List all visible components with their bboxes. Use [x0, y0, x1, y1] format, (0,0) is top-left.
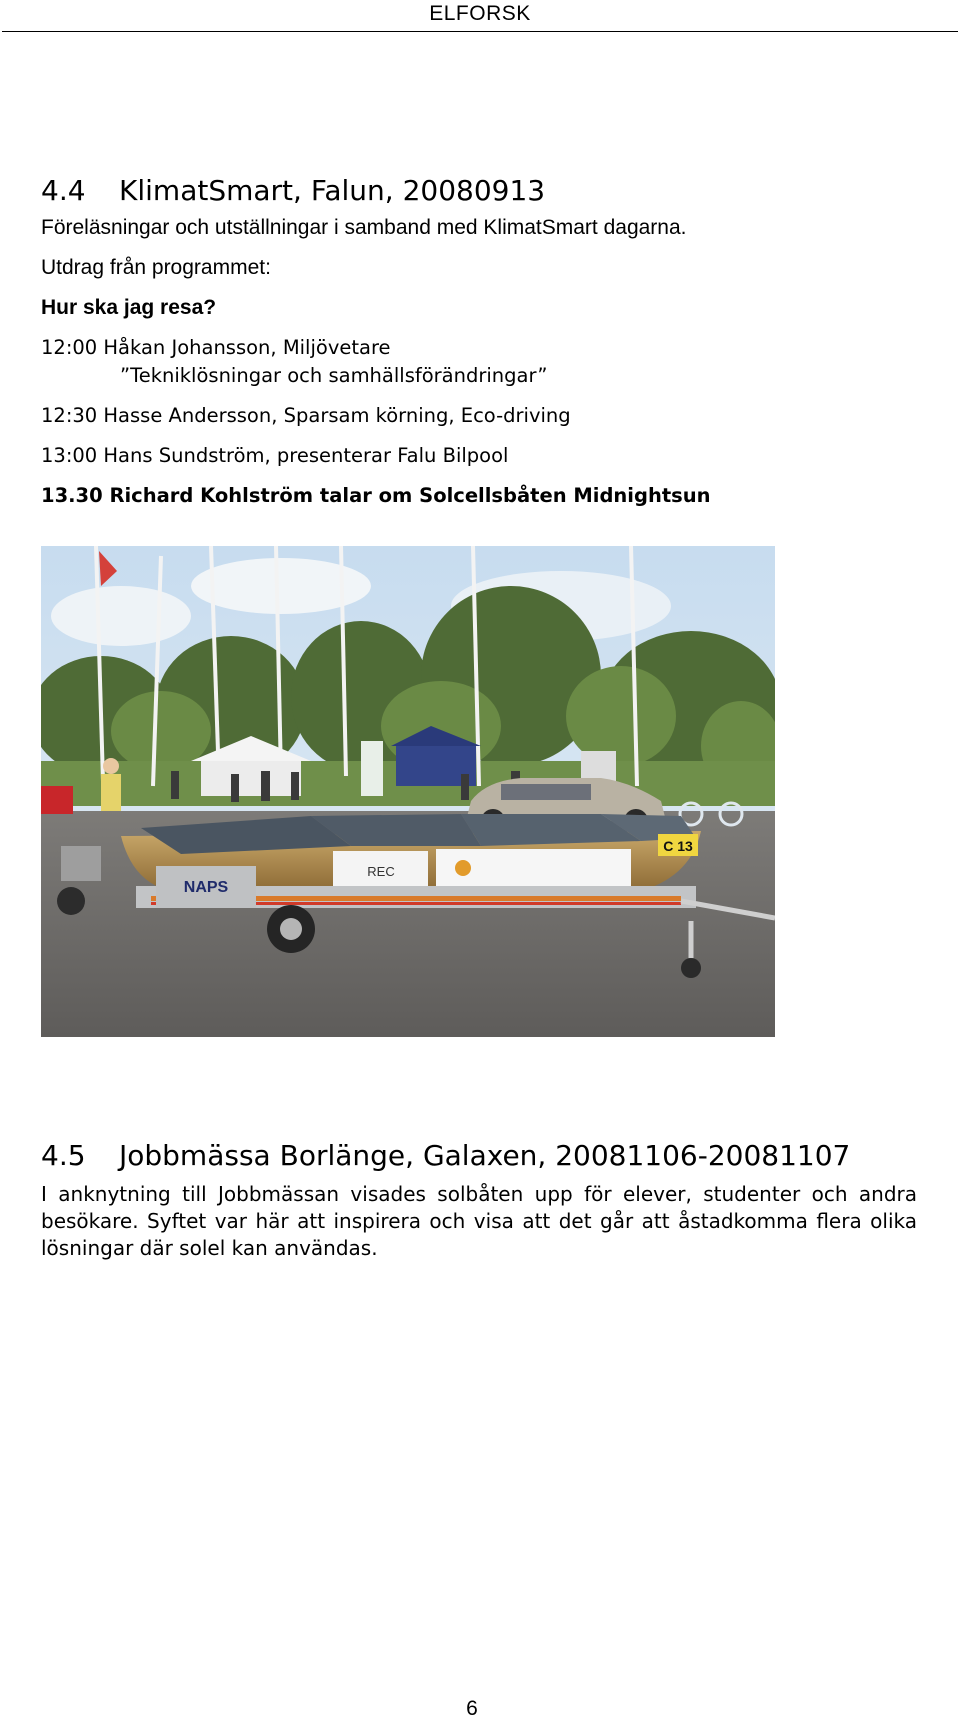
section-4-4-heading	[41, 174, 545, 207]
program-item: 12:00 Håkan Johansson, Miljövetare	[41, 336, 391, 359]
page-header	[0, 0, 960, 32]
program-item: 12:30 Hasse Andersson, Sparsam körning, Eco-driving	[41, 404, 571, 427]
program-item: 13:00 Hans Sundström, presenterar Falu Bilpool	[41, 444, 509, 467]
section-4-4-title: KlimatSmart, Falun, 20080913	[119, 174, 546, 207]
header-rule	[2, 31, 958, 32]
section-4-5-body: I anknytning till Jobbmässan visades solbåten upp för elever, studenter och andra besökare. Syftet var här att inspirera och visa att det går att åstadkomma flera olika lösningar där solel kan användas.	[41, 1182, 917, 1260]
section-4-4-intro: Föreläsningar och utställningar i samband med KlimatSmart dagarna.	[41, 216, 687, 239]
section-4-4-number: 4.4	[41, 174, 86, 207]
program-heading: Hur ska jag resa?	[41, 296, 217, 319]
photo-sign-c13: C 13	[663, 838, 693, 854]
section-4-5-heading	[41, 1139, 850, 1172]
section-4-5-number: 4.5	[41, 1139, 86, 1172]
program-item: ”Tekniklösningar och samhällsförändringar”	[120, 364, 548, 387]
photo-sign-rec: REC	[367, 864, 395, 879]
excerpt-label: Utdrag från programmet:	[41, 256, 271, 279]
header-title: ELFORSK	[429, 2, 531, 25]
program-item: 13.30 Richard Kohlström talar om Solcellsbåten Midnightsun	[41, 484, 711, 507]
photo-sign-naps: NAPS	[183, 879, 229, 896]
page-number: 6	[466, 1697, 478, 1720]
section-4-5-title: Jobbmässa Borlänge, Galaxen, 20081106-20081107	[119, 1139, 851, 1172]
solar-boat-photo	[41, 546, 775, 1037]
